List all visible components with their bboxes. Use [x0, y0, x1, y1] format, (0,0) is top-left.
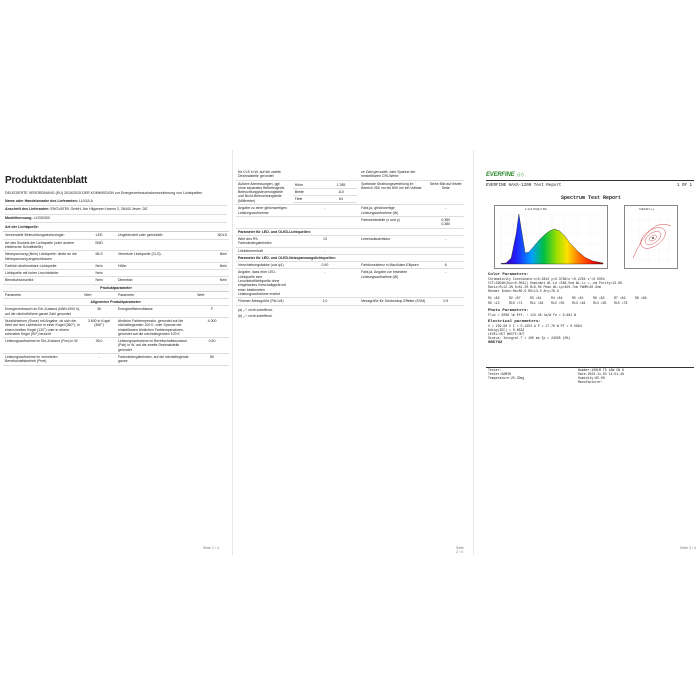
- ra-value: R13 =84: [572, 300, 586, 305]
- ra-value: R6 =83: [593, 295, 605, 300]
- table-cell: Falls ja, Angabe zur ersetzten Leistungsaufnahme (W): [359, 269, 427, 298]
- model-value: LX200300: [33, 215, 50, 220]
- color-line: CCT=3954K(Duv=0.0041) Dominant WL:Ld =586.5nm WL:Lc =--nm Purity=13.9%: [488, 280, 622, 285]
- footer-line: Date:2023-11-03 14:51:18: [578, 372, 624, 377]
- electrical-line: V = 229.90 V I = 0.1353 A P = 17.70 W PF = 0.5694: [488, 324, 582, 329]
- report-page: 1 OF 1: [676, 183, 692, 188]
- table-cell: 13: [291, 235, 359, 247]
- table-row: [236, 247, 464, 254]
- table-cell: Vernetzte Lichtquelle (CLS):: [116, 251, 195, 263]
- table-cell: Hülle:: [116, 262, 195, 269]
- regulation-text: DELEGIERTE VERORDNUNG (EU) 2019/2015 DER KOMMISSION zur Energieverbrauchskennzeichnung von Lichtquellen: [5, 191, 203, 195]
- report-title: EVERFINE HAAS-1200 Test Report: [486, 183, 562, 188]
- table-row: [3, 239, 229, 251]
- table-row: [293, 188, 357, 195]
- spectrum-plot: [495, 206, 607, 268]
- report-footer: [488, 368, 698, 384]
- table-cell: [195, 239, 229, 251]
- table-cell: Leistungsaufnahme im Bereitschaftszustand (Psb) in W, auf die zweite Dezimalstelle gerundet: [116, 338, 195, 354]
- page-number: Seite 3 / 4: [680, 546, 696, 550]
- table-cell: LED: [82, 232, 116, 239]
- table-cell: ze Zahl gerundet, oder Spanne der einstellbaren CRI-Werte: [359, 169, 427, 180]
- table-row: [3, 306, 229, 318]
- ra-value: R10 =71: [509, 300, 523, 305]
- model-label: Modellkennung:: [5, 215, 33, 220]
- footnote: (b) „-“: nicht zutreffend.: [238, 314, 273, 319]
- table-cell: -: [82, 354, 116, 366]
- light-source-type-table: [3, 232, 229, 284]
- table-row: [236, 228, 464, 235]
- table-cell: F: [195, 306, 229, 318]
- table-row: [3, 277, 229, 284]
- table-cell: [116, 239, 195, 251]
- table-cell: Nein: [195, 277, 229, 284]
- table-row: [236, 180, 464, 205]
- table-cell: Nein: [195, 262, 229, 269]
- address-line: [5, 206, 227, 215]
- table-cell: [428, 247, 465, 254]
- cie-chart: [624, 205, 678, 269]
- address-label: Anschrift des Lieferanten:: [5, 207, 50, 212]
- measured-point: [652, 237, 654, 239]
- table-row: [236, 262, 464, 269]
- table-cell: Farblich abstimmbare Lichtquelle:: [3, 262, 82, 269]
- table-cell: Dimmbar:: [116, 277, 195, 284]
- product-parameter-table: [3, 292, 229, 366]
- color-line: Render Index:Ra=80.9 R9=13.0 Ary=76.8: [488, 288, 559, 293]
- graph-area: [486, 205, 698, 271]
- cie-gridlines: [629, 212, 673, 264]
- table-cell: -: [291, 205, 359, 217]
- ra-value: R1 =82: [488, 295, 500, 300]
- page-divider: [473, 150, 474, 555]
- table-cell: 0,9: [428, 298, 465, 305]
- table-cell: Energieeffizienzklasse: [116, 306, 195, 318]
- table-cell: [236, 217, 291, 229]
- footnote: (a) „-“: nicht zutreffend;: [238, 307, 273, 312]
- datasheet-page-2: [236, 165, 464, 555]
- render-index-grid: [488, 296, 698, 305]
- table-cell: 64: [325, 196, 357, 203]
- table-cell: 0,90: [291, 262, 359, 269]
- everfine-logo: EVERFINE: [486, 172, 515, 178]
- ra-value: R11 =82: [530, 300, 544, 305]
- table-row: [3, 232, 229, 239]
- table-cell: -: [428, 205, 465, 217]
- footer-left: [488, 368, 578, 384]
- test-report-page: [484, 165, 698, 555]
- table-cell: Lebensdauerfaktor: [359, 235, 427, 247]
- table-cell: 3 600 in Kugel (360°): [82, 317, 116, 337]
- table-cell: Höhe: [293, 182, 325, 189]
- footer-line: Manufacturer:: [578, 380, 603, 385]
- continued-parameter-table: [236, 169, 464, 306]
- table-cell: Energieverbrauch im Ein-Zustand (kWh/1000 h), auf die nächsthöhere ganze Zahl gerundet: [5, 307, 81, 316]
- table-cell: Nein: [82, 270, 116, 277]
- table-cell: Farbwertanteile (x und y): [359, 217, 427, 229]
- ra-value: R14 =95: [593, 300, 607, 305]
- table-row: [236, 269, 464, 298]
- table-cell: Nutzlichtstrom (Φuse) mit Angabe, ob sich der Wert auf den Lichtstrom in einer Kugel (360°), in einem breiten Kegel (120°) oder in einem schmalen Kegel (90°) bezieht: [3, 317, 82, 337]
- table-row: [236, 254, 464, 261]
- report-header: [486, 172, 694, 178]
- table-cell: Ungebündelt oder gebündelt:: [116, 232, 195, 239]
- table-cell: ähnliche Farbtemperatur, gerundet auf die nächstliegenden 100 K, oder Spanne der einstellbaren ähnlichen Farbtemperaturen, gerundet auf die nächstliegenden 100 K: [116, 317, 195, 337]
- table-cell: 36,0: [82, 338, 116, 354]
- table-cell: 6: [428, 262, 465, 269]
- header-rule: [486, 180, 694, 181]
- table-cell: 80: [195, 354, 229, 366]
- subsection-heading: Parameter für LED- und OLED-Netzspannungslichtquellen:: [236, 254, 464, 261]
- column-header: Parameter: [116, 292, 195, 299]
- table-cell: 110: [325, 188, 357, 195]
- ra-value: R9 =13: [488, 300, 500, 305]
- table-cell: -: [428, 235, 465, 247]
- table-cell: -: [291, 247, 359, 254]
- table-row: [3, 251, 229, 263]
- spectrum-chart: [494, 205, 608, 269]
- color-line: Chromaticity Coordinate:x=0.3814 y=0.3798/u'=0.2254 v'=0.5054: [488, 276, 605, 281]
- table-cell: Lichtstromerhalt: [236, 247, 291, 254]
- table-cell: 36: [82, 306, 116, 318]
- table-cell: Netzspannung (Nein) Lichtquelle: direkt an die Netzspannung angeschlossen: [3, 251, 82, 263]
- table-cell: NDLS: [195, 232, 229, 239]
- table-cell: Angabe, dass eine LED-Lichtquelle eine Leuchtstofflichtquelle ohne eingebautes Vorschaltgerät mit einer bestimmten Leistungsaufnahme ersetzt: [236, 269, 291, 298]
- color-parameters-heading: Color Parameters:: [488, 272, 529, 277]
- table-cell: Verschiebungsfaktor (cos φ1): [236, 262, 291, 269]
- table-row: [3, 354, 229, 366]
- table-cell: Äußere Abmessungen, ggf. ohne separates Betriebsgerät, Beleuchtungssteuerungsteile und Nicht-Beleuchtungsteile (Millimeter): [236, 180, 291, 205]
- table-cell: [291, 169, 359, 180]
- table-cell: Falls ja, gleichwertige Leistungsaufnahme (W): [359, 205, 427, 217]
- footer-right: [578, 368, 688, 384]
- table-cell: Wert des R9-Farbwiedergabeindex: [236, 235, 291, 247]
- table-row: [236, 217, 464, 229]
- table-cell: SMD: [82, 239, 116, 251]
- table-row: [3, 262, 229, 269]
- datasheet-page-1: [3, 165, 229, 555]
- everfine-logo-cn: 远方: [516, 172, 525, 177]
- table-cell: [428, 169, 465, 180]
- table-cell: Verwendete Beleuchtungstechnologie:: [3, 232, 82, 239]
- ra-value: R2 =87: [509, 295, 521, 300]
- table-cell: Leistungsaufnahme im vernetzten Bereitschaftsbetrieb (Pnet): [3, 354, 82, 366]
- dimensions-table: [293, 182, 357, 204]
- column-header: Wert: [82, 292, 116, 299]
- table-cell: [359, 247, 427, 254]
- table-row: [3, 270, 229, 277]
- subsection-heading: Parameter für LED- und OLED-Lichtquellen:: [236, 228, 464, 235]
- footer-line: Number:100LM T5 18W CW 6: [578, 368, 624, 373]
- standard-label: GB5702: [488, 341, 503, 346]
- table-row: [293, 182, 357, 189]
- page-number: Seite 2 / 4: [456, 546, 464, 554]
- table-cell: -: [428, 269, 465, 298]
- electrical-parameters-heading: Electrical parameters:: [488, 320, 541, 325]
- table-cell: für CLS in W, auf die zweite Dezimalstelle gerundet: [236, 169, 291, 180]
- subsection-heading: Allgemeine Produktparameter:: [3, 299, 229, 306]
- ra-value: R5 =81: [572, 295, 584, 300]
- report-title-row: [486, 184, 692, 188]
- footer-line: Tester:: [488, 368, 502, 373]
- table-cell: [291, 217, 359, 229]
- page-title: Produktdatenblatt: [5, 175, 88, 186]
- trademark-line: [5, 198, 227, 207]
- table-cell: Angabe zu einer gleichwertigen Leistungsaufnahme: [236, 205, 291, 217]
- ra-value: R7 =82: [614, 295, 626, 300]
- table-cell: -: [291, 269, 359, 298]
- table-cell: 1 285: [325, 182, 357, 189]
- column-header: Wert: [195, 292, 229, 299]
- photo-line: Flux = 2008 lm Eff. : 113.48 lm/W Fe = 6.661 W: [488, 312, 576, 317]
- table-cell: Nein: [82, 262, 116, 269]
- cie-caption: CIE1931 x,y: [639, 206, 655, 211]
- table-row: [3, 317, 229, 337]
- page-number: Seite 1 / 4: [203, 546, 219, 550]
- section-heading: Art der Lichtquelle:: [3, 223, 229, 232]
- table-row: [236, 205, 464, 217]
- table-row: [293, 196, 357, 203]
- electrical-line: Kdisp(IEC) = 0.6532: [488, 328, 525, 333]
- table-row: [3, 338, 229, 354]
- footer-line: Humidity:65.0%: [578, 376, 605, 381]
- cie-plot: [625, 206, 677, 268]
- table-cell: 0,50: [195, 338, 229, 354]
- section-heading: Produktparameter: [3, 285, 229, 292]
- table-cell: Siehe Bild auf letzter Seite: [428, 180, 465, 205]
- dimensions-cell: [291, 180, 359, 205]
- table-cell: [116, 270, 195, 277]
- table-cell: Farbkonsistenz in MacAdam-Ellipsen: [359, 262, 427, 269]
- table-cell: Messgröße für Stroboskop-Effekte (SVM): [359, 298, 427, 305]
- table-cell: Art des Sockels der Lichtquelle (oder andere elektrische Schnittstelle): [3, 239, 82, 251]
- table-cell: Farbwiedergabeindex, auf die nächstliegende ganze: [116, 354, 195, 366]
- table-cell: Blendschutzschild:: [3, 277, 82, 284]
- table-cell: Spektrale Strahlungsverteilung im Bereich 250 nm bis 800 nm bei Volllast: [359, 180, 427, 205]
- table-cell: MLS: [82, 251, 116, 263]
- table-cell: Breite: [293, 188, 325, 195]
- spectrum-caption: 1.4+5.4%@ 0.8%: [525, 206, 547, 211]
- ra-value: R15 =76: [614, 300, 628, 305]
- table-row: [236, 169, 464, 180]
- trademark-label: Name oder Handelsmarke des Lieferanten:: [5, 198, 78, 203]
- footer-line: Temperature:25.3Deg: [488, 376, 525, 381]
- table-cell: Leistungsaufnahme im Ein-Zustand (Pon) in W: [3, 338, 82, 354]
- table-cell: 1,0: [291, 298, 359, 305]
- address-value: ENOVATEK GmbH, Am Hilgersen Hamm 2, 26443 Jever, DE: [50, 207, 148, 212]
- table-cell: Tiefe: [293, 196, 325, 203]
- table-cell: Nein: [195, 251, 229, 263]
- electrical-line: Status: Integral T = 100 ms Ip = 24565 (0%): [488, 336, 571, 341]
- table-row: [236, 298, 464, 305]
- table-cell: [195, 270, 229, 277]
- photo-parameters-heading: Photo Parameters:: [488, 308, 529, 313]
- color-line: Ratio:R=12.3% G=81.2% B=6.5% Peak WL:Lp=450.7nm FWHM=20.3nm: [488, 284, 601, 289]
- column-header: Parameter: [3, 292, 82, 299]
- ra-value: R3 =91: [530, 295, 542, 300]
- table-row: [3, 299, 229, 306]
- ra-value: R4 =84: [551, 295, 563, 300]
- footer-line: Tester:SAMIN: [488, 372, 511, 377]
- table-cell: 4 000: [195, 317, 229, 337]
- table-header-row: [3, 292, 229, 299]
- page-divider: [232, 150, 233, 555]
- table-cell: Flimmer-Messgröße (Pst LM): [236, 298, 291, 305]
- table-cell: 0,380 0,380: [428, 217, 465, 229]
- trademark-value: LUXULA: [78, 198, 93, 203]
- table-cell: Lichtquelle mit hoher Leuchtdichte:: [3, 270, 82, 277]
- model-line: [5, 215, 227, 224]
- table-cell: Nein: [82, 277, 116, 284]
- ra-value: R8 =69: [635, 295, 647, 300]
- table-row: [236, 235, 464, 247]
- electrical-line: LEVEL:OUT WHITE:OUT: [488, 332, 525, 337]
- spectrum-report-title: Spectrum Test Report: [560, 194, 621, 201]
- ra-value: R12 =55: [551, 300, 565, 305]
